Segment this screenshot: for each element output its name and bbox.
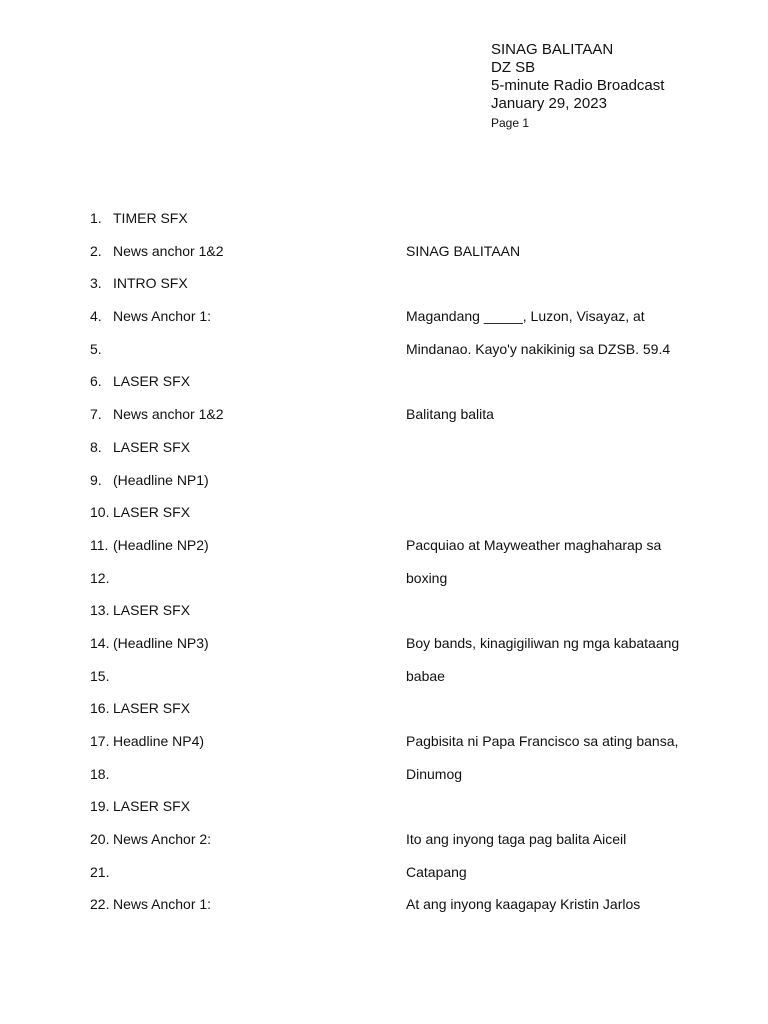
line-number: 12. [90, 569, 110, 586]
script-row [90, 496, 730, 529]
line-number: 7. [90, 406, 102, 423]
script-text: Mindanao. Kayo'y nakikinig sa DZSB. 59.4 [406, 340, 671, 357]
script-row [90, 300, 730, 333]
script-row [90, 398, 730, 431]
line-number: 10. [90, 504, 110, 521]
cue-label: (Headline NP3) [113, 634, 209, 651]
cue-label: News Anchor 1: [113, 896, 212, 913]
script-row [90, 594, 730, 627]
script-list [90, 202, 730, 921]
line-number: 2. [90, 242, 102, 259]
script-row [90, 856, 730, 889]
line-number: 6. [90, 373, 102, 390]
script-text: At ang inyong kaagapay Kristin Jarlos [406, 896, 641, 913]
script-text: babae [406, 667, 445, 684]
line-number: 22. [90, 896, 110, 913]
page-number: Page 1 [491, 116, 530, 130]
script-text: Ito ang inyong taga pag balita Aiceil [406, 831, 627, 848]
script-row [90, 431, 730, 464]
line-number: 20. [90, 831, 110, 848]
cue-label: INTRO SFX [113, 275, 188, 292]
script-row [90, 692, 730, 725]
cue-label: (Headline NP1) [113, 471, 209, 488]
script-row [90, 627, 730, 660]
cue-label: LASER SFX [113, 602, 191, 619]
line-number: 11. [90, 536, 109, 553]
script-row [90, 333, 730, 366]
line-number: 18. [90, 765, 110, 782]
line-number: 4. [90, 308, 102, 325]
script-row [90, 267, 730, 300]
broadcast-format: 5-minute Radio Broadcast [491, 77, 665, 94]
line-number: 19. [90, 798, 110, 815]
script-row [90, 365, 730, 398]
line-number: 16. [90, 700, 110, 717]
script-row [90, 823, 730, 856]
line-number: 13. [90, 602, 110, 619]
cue-label: (Headline NP2) [113, 536, 209, 553]
script-text: boxing [406, 569, 448, 586]
line-number: 21. [90, 863, 110, 880]
script-text: Catapang [406, 863, 467, 880]
program-title: SINAG BALITAAN [491, 41, 614, 58]
script-row [90, 202, 730, 235]
script-row [90, 725, 730, 758]
cue-label: LASER SFX [113, 504, 191, 521]
script-text: Magandang _____, Luzon, Visayaz, at [406, 308, 645, 325]
cue-label: LASER SFX [113, 700, 191, 717]
script-text: Pacquiao at Mayweather maghaharap sa [406, 536, 662, 553]
cue-label: News anchor 1&2 [113, 406, 224, 423]
script-row [90, 235, 730, 268]
script-text: Balitang balita [406, 406, 494, 423]
script-row [90, 529, 730, 562]
script-text: Boy bands, kinagigiliwan ng mga kabataang [406, 634, 680, 651]
script-row [90, 758, 730, 791]
script-row [90, 888, 730, 921]
cue-label: News Anchor 1: [113, 308, 212, 325]
script-text: Pagbisita ni Papa Francisco sa ating bansa, [406, 733, 679, 749]
cue-label: News Anchor 2: [113, 831, 212, 848]
line-number: 3. [90, 275, 102, 292]
script-row [90, 790, 730, 823]
cue-label: Headline NP4) [113, 733, 205, 749]
line-number: 15. [90, 667, 110, 684]
script-text: SINAG BALITAAN [406, 242, 521, 259]
script-row [90, 562, 730, 595]
cue-label: LASER SFX [113, 798, 191, 815]
station-name: DZ SB [491, 59, 536, 76]
cue-label: LASER SFX [113, 373, 191, 390]
line-number: 9. [90, 471, 102, 488]
document-header [491, 41, 664, 132]
script-row [90, 464, 730, 497]
line-number: 1. [90, 210, 102, 226]
cue-label: News anchor 1&2 [113, 242, 224, 259]
line-number: 8. [90, 438, 102, 455]
script-row [90, 660, 730, 693]
broadcast-date: January 29, 2023 [491, 95, 607, 112]
cue-label: LASER SFX [113, 438, 191, 455]
line-number: 17. [90, 733, 110, 749]
line-number: 14. [90, 634, 110, 651]
line-number: 5. [90, 340, 102, 357]
cue-label: TIMER SFX [113, 210, 188, 226]
script-text: Dinumog [406, 765, 463, 782]
